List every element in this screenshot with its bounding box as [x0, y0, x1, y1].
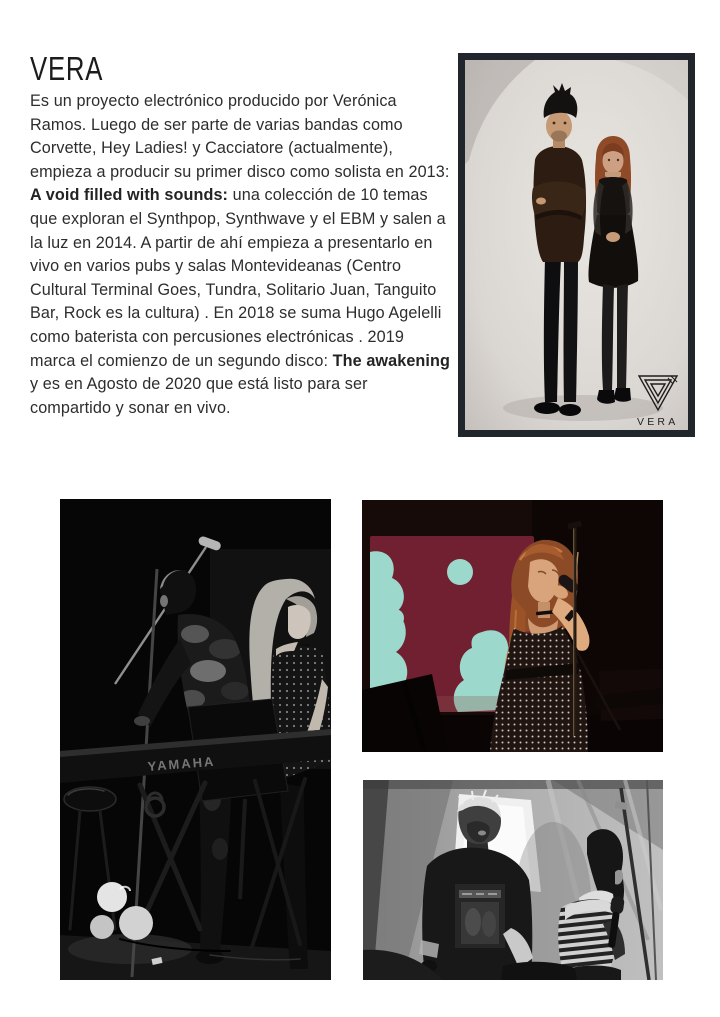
singer-illustration: [362, 500, 663, 752]
page-title: VERA: [30, 50, 104, 87]
live-photo-striped-duo: [363, 780, 663, 980]
live-photo-keyboard-duo: [60, 499, 331, 980]
band-portrait-photo: [458, 53, 695, 437]
striped-duo-illustration: [363, 780, 663, 980]
live-photo-singer: [362, 500, 663, 752]
yamaha-brand-text: YAMAHA: [147, 753, 216, 774]
band-portrait-illustration: [465, 60, 688, 430]
bio-paragraph: Es un proyecto electrónico producido por Verónica Ramos. Luego de ser parte de varias bandas como Corvette, Hey Ladies! y Cacciatore (actualmente), empieza a producir su primer disco como solista en 2013: A void filled with sounds: una colección de 10 temas que exploran el Synthpop, Synthwave y el EBM y salen a la luz en 2014. A partir de ahí empieza a presentarlo en vivo en varios pubs y salas Montevideanas (Centro Cultural Terminal Goes, Tundra, Solitario Juan, Tanguito Bar, Rock es la cultura) . En 2018 se suma Hugo Agelelli como baterista con percusiones electrónicas . 2019 marca el comienzo de un segundo disco: The awakening y es en Agosto de 2020 que está listo para ser compartido y sonar en vivo.: [30, 92, 450, 417]
vera-logo-wordmark: VERA: [637, 416, 679, 428]
keyboard-duo-illustration: [60, 499, 331, 980]
